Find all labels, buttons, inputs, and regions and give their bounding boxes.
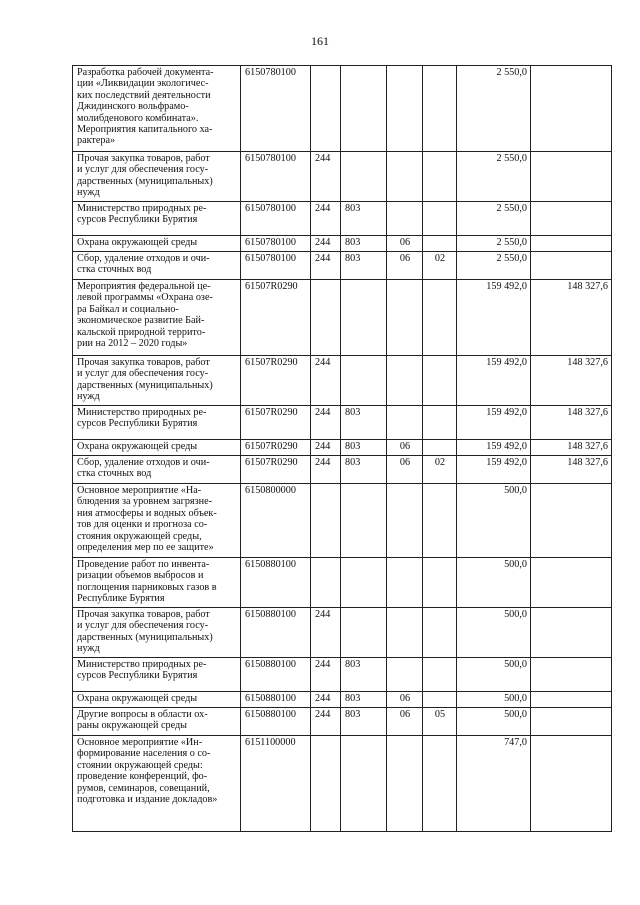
table-row	[73, 280, 612, 356]
target-code: 6150780100	[241, 152, 311, 202]
administrator-code	[341, 280, 387, 356]
amount-year-1: 500,0	[457, 692, 531, 708]
table-row	[73, 736, 612, 832]
target-code: 6150880100	[241, 692, 311, 708]
subsection-code	[423, 236, 457, 252]
amount-year-2: 148 327,6	[531, 456, 612, 484]
table-row	[73, 202, 612, 236]
item-name: Охрана окружающей среды	[73, 236, 241, 252]
expense-type: 244	[311, 692, 341, 708]
table-row	[73, 440, 612, 456]
amount-year-2	[531, 608, 612, 658]
subsection-code	[423, 202, 457, 236]
target-code: 6150880100	[241, 608, 311, 658]
section-code	[387, 558, 423, 608]
administrator-code	[341, 736, 387, 832]
administrator-code	[341, 66, 387, 152]
subsection-code	[423, 440, 457, 456]
target-code: 61507R0290	[241, 456, 311, 484]
amount-year-1: 159 492,0	[457, 406, 531, 440]
table-row	[73, 236, 612, 252]
subsection-code	[423, 658, 457, 692]
target-code: 6150780100	[241, 66, 311, 152]
target-code: 6150880100	[241, 708, 311, 736]
table-row	[73, 456, 612, 484]
target-code: 6150880100	[241, 558, 311, 608]
expense-type: 244	[311, 152, 341, 202]
administrator-code	[341, 608, 387, 658]
section-code	[387, 406, 423, 440]
subsection-code: 05	[423, 708, 457, 736]
amount-year-2	[531, 202, 612, 236]
page-number: 161	[311, 34, 329, 48]
table-row	[73, 658, 612, 692]
section-code: 06	[387, 692, 423, 708]
table-row	[73, 484, 612, 558]
subsection-code	[423, 736, 457, 832]
expense-type: 244	[311, 202, 341, 236]
expense-type	[311, 280, 341, 356]
amount-year-2	[531, 692, 612, 708]
amount-year-2	[531, 484, 612, 558]
item-name: Прочая закупка товаров, работ и услуг для обеспечения госу- дарственных (муниципальных) нужд	[73, 152, 241, 202]
section-code	[387, 66, 423, 152]
amount-year-2	[531, 736, 612, 832]
section-code	[387, 484, 423, 558]
expense-type: 244	[311, 252, 341, 280]
item-name: Министерство природных ре- сурсов Республики Бурятия	[73, 202, 241, 236]
amount-year-2: 148 327,6	[531, 356, 612, 406]
administrator-code	[341, 152, 387, 202]
amount-year-2	[531, 708, 612, 736]
amount-year-1: 2 550,0	[457, 202, 531, 236]
subsection-code: 02	[423, 456, 457, 484]
amount-year-2: 148 327,6	[531, 406, 612, 440]
expense-type: 244	[311, 356, 341, 406]
table-row	[73, 152, 612, 202]
item-name: Прочая закупка товаров, работ и услуг для обеспечения госу- дарственных (муниципальных) нужд	[73, 608, 241, 658]
amount-year-1: 500,0	[457, 608, 531, 658]
table-row	[73, 356, 612, 406]
administrator-code: 803	[341, 440, 387, 456]
amount-year-1: 2 550,0	[457, 66, 531, 152]
table-row	[73, 708, 612, 736]
table-row	[73, 558, 612, 608]
section-code: 06	[387, 456, 423, 484]
expense-type: 244	[311, 406, 341, 440]
expense-type: 244	[311, 456, 341, 484]
item-name: Проведение работ по инвента- ризации объемов выбросов и поглощения парниковых газов в Республике Бурятия	[73, 558, 241, 608]
administrator-code	[341, 558, 387, 608]
item-name: Сбор, удаление отходов и очи- стка сточных вод	[73, 252, 241, 280]
administrator-code: 803	[341, 202, 387, 236]
amount-year-1: 159 492,0	[457, 456, 531, 484]
administrator-code	[341, 484, 387, 558]
amount-year-1: 500,0	[457, 484, 531, 558]
target-code: 6150780100	[241, 252, 311, 280]
table-row	[73, 692, 612, 708]
budget-table	[72, 65, 612, 832]
expense-type: 244	[311, 708, 341, 736]
expense-type	[311, 736, 341, 832]
amount-year-1: 500,0	[457, 558, 531, 608]
section-code	[387, 280, 423, 356]
item-name: Охрана окружающей среды	[73, 692, 241, 708]
expense-type	[311, 66, 341, 152]
amount-year-1: 159 492,0	[457, 280, 531, 356]
target-code: 6150780100	[241, 236, 311, 252]
subsection-code: 02	[423, 252, 457, 280]
item-name: Сбор, удаление отходов и очи- стка сточных вод	[73, 456, 241, 484]
administrator-code	[341, 356, 387, 406]
section-code: 06	[387, 708, 423, 736]
section-code	[387, 658, 423, 692]
subsection-code	[423, 356, 457, 406]
administrator-code: 803	[341, 236, 387, 252]
item-name: Охрана окружающей среды	[73, 440, 241, 456]
table-row	[73, 252, 612, 280]
table-row	[73, 66, 612, 152]
section-code	[387, 736, 423, 832]
amount-year-1: 2 550,0	[457, 152, 531, 202]
subsection-code	[423, 608, 457, 658]
amount-year-1: 500,0	[457, 708, 531, 736]
subsection-code	[423, 152, 457, 202]
section-code: 06	[387, 236, 423, 252]
expense-type: 244	[311, 658, 341, 692]
subsection-code	[423, 280, 457, 356]
administrator-code: 803	[341, 406, 387, 440]
item-name: Основное мероприятие «Ин- формирование населения о со- стоянии окружающей среды: проведение конференций, фо- румов, семинаров, совещаний, подготовка и издание докладов»	[73, 736, 241, 832]
target-code: 6150880100	[241, 658, 311, 692]
section-code: 06	[387, 440, 423, 456]
target-code: 6150800000	[241, 484, 311, 558]
subsection-code	[423, 558, 457, 608]
amount-year-2	[531, 66, 612, 152]
section-code	[387, 202, 423, 236]
subsection-code	[423, 692, 457, 708]
administrator-code: 803	[341, 708, 387, 736]
subsection-code	[423, 66, 457, 152]
administrator-code: 803	[341, 658, 387, 692]
administrator-code: 803	[341, 252, 387, 280]
amount-year-2	[531, 236, 612, 252]
subsection-code	[423, 484, 457, 558]
expense-type	[311, 484, 341, 558]
administrator-code: 803	[341, 692, 387, 708]
amount-year-1: 159 492,0	[457, 356, 531, 406]
amount-year-2: 148 327,6	[531, 440, 612, 456]
item-name: Министерство природных ре- сурсов Республики Бурятия	[73, 658, 241, 692]
target-code: 6151100000	[241, 736, 311, 832]
amount-year-1: 159 492,0	[457, 440, 531, 456]
amount-year-2	[531, 152, 612, 202]
target-code: 61507R0290	[241, 406, 311, 440]
item-name: Разработка рабочей документа- ции «Ликвидации экологичес- ких последствий деятельности Джидинского вольфрамо- молибденового комбината». Мероприятия капитального ха- рактера»	[73, 66, 241, 152]
expense-type: 244	[311, 608, 341, 658]
section-code: 06	[387, 252, 423, 280]
amount-year-2	[531, 252, 612, 280]
amount-year-2: 148 327,6	[531, 280, 612, 356]
item-name: Прочая закупка товаров, работ и услуг для обеспечения госу- дарственных (муниципальных) нужд	[73, 356, 241, 406]
amount-year-1: 2 550,0	[457, 252, 531, 280]
target-code: 61507R0290	[241, 440, 311, 456]
section-code	[387, 152, 423, 202]
section-code	[387, 608, 423, 658]
administrator-code: 803	[341, 456, 387, 484]
table-row	[73, 608, 612, 658]
amount-year-2	[531, 658, 612, 692]
amount-year-2	[531, 558, 612, 608]
table-row	[73, 406, 612, 440]
target-code: 61507R0290	[241, 280, 311, 356]
target-code: 61507R0290	[241, 356, 311, 406]
subsection-code	[423, 406, 457, 440]
expense-type: 244	[311, 440, 341, 456]
target-code: 6150780100	[241, 202, 311, 236]
amount-year-1: 747,0	[457, 736, 531, 832]
section-code	[387, 356, 423, 406]
item-name: Основное мероприятие «На- блюдения за уровнем загрязне- ния атмосферы и водных объек- тов для оценки и прогноза со- стояния окружающей среды, определения мер по ее защите»	[73, 484, 241, 558]
item-name: Мероприятия федеральной це- левой программы «Охрана озе- ра Байкал и социально- экономическое развитие Бай- кальской природной террито- рии на 2012 – 2020 годы»	[73, 280, 241, 356]
amount-year-1: 2 550,0	[457, 236, 531, 252]
item-name: Другие вопросы в области ох- раны окружающей среды	[73, 708, 241, 736]
expense-type: 244	[311, 236, 341, 252]
expense-type	[311, 558, 341, 608]
item-name: Министерство природных ре- сурсов Республики Бурятия	[73, 406, 241, 440]
amount-year-1: 500,0	[457, 658, 531, 692]
